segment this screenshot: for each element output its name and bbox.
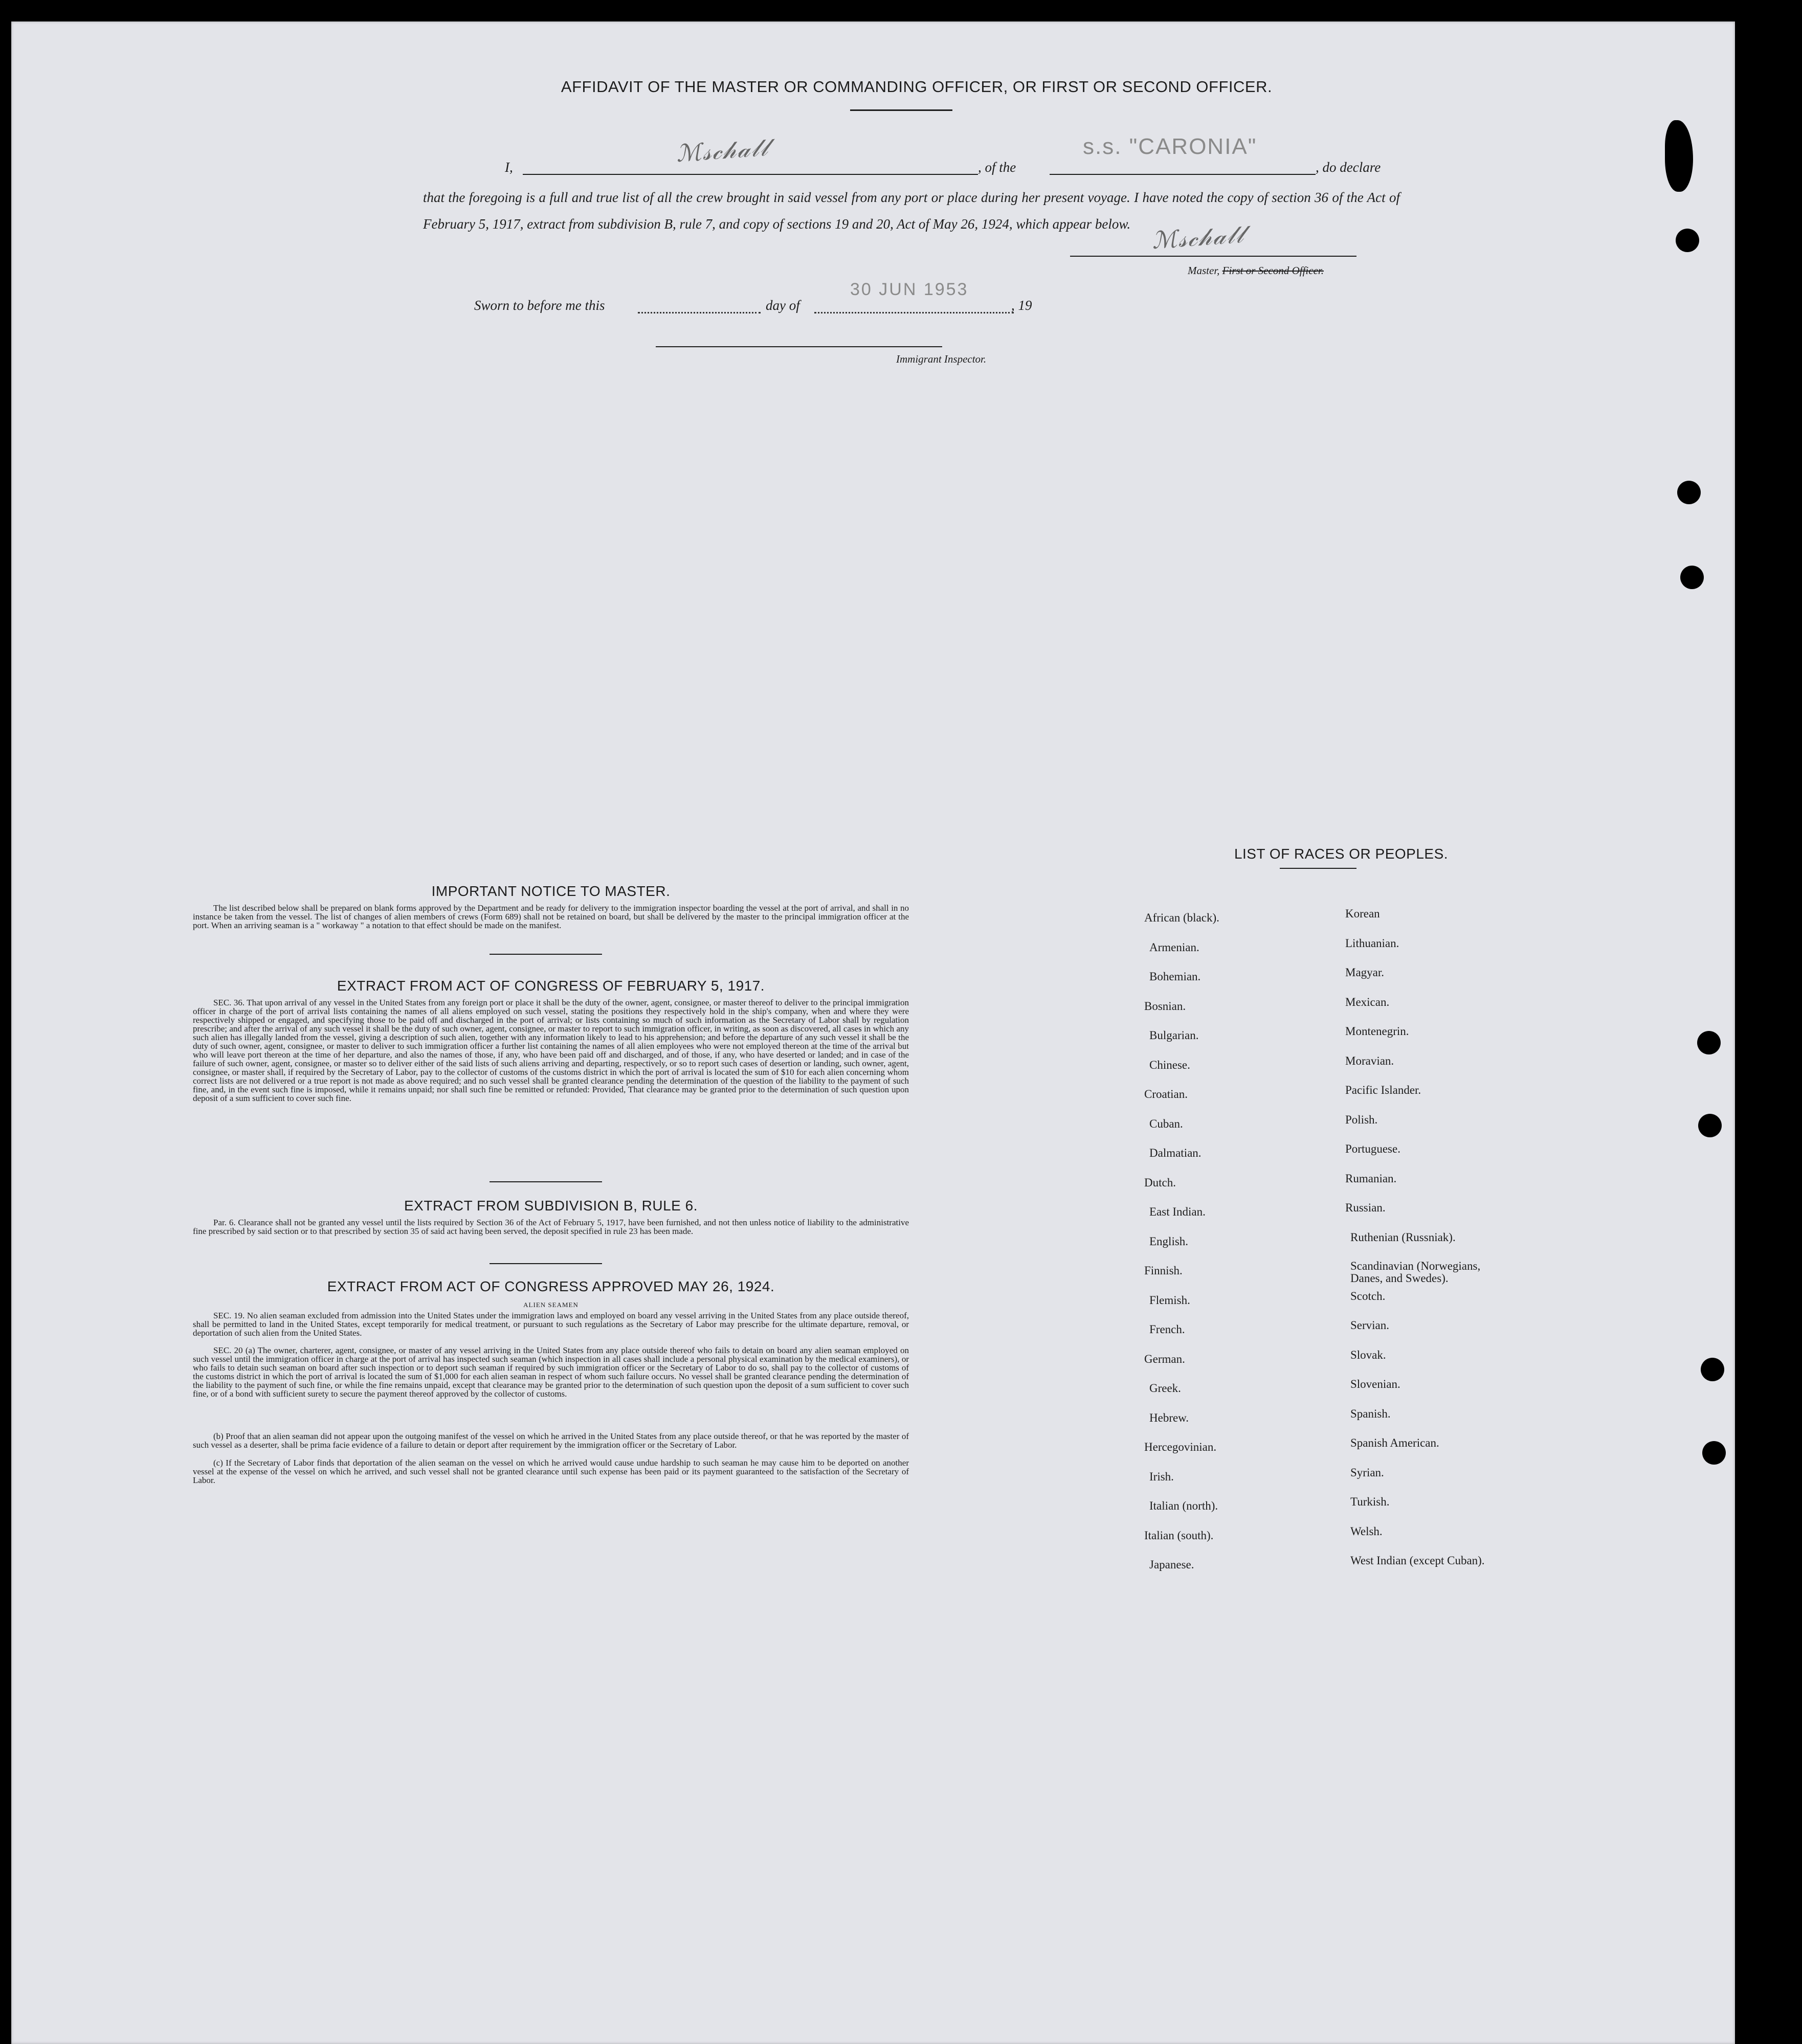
race-item: Pacific Islander. xyxy=(1345,1084,1421,1096)
race-item: Greek. xyxy=(1149,1382,1181,1395)
race-item: Dutch. xyxy=(1144,1176,1176,1189)
affidavit-body: that the foregoing is a full and true list of all the crew brought in said vessel from any port or place during her present voyage. I have noted the copy of section 36 of the Act of February 5, 1917, extract from subdivision B, rule 7, and copy of sections 19 and 20, Act of May 26, 1924, which appear below. xyxy=(423,190,1400,232)
extract-1924-title: EXTRACT FROM ACT OF CONGRESS APPROVED MAY 26, 1924. xyxy=(327,1278,775,1294)
race-item: Russian. xyxy=(1345,1201,1386,1214)
race-item: Spanish. xyxy=(1350,1407,1391,1420)
race-item: Lithuanian. xyxy=(1345,936,1399,950)
race-item: Polish. xyxy=(1345,1113,1378,1126)
race-item: Magyar. xyxy=(1345,966,1385,979)
extract-1917-body: SEC. 36. That upon arrival of any vessel in the United States from any foreign port or place it shall be the duty of the owner, agent, consignee, or master thereof to deliver to the principal immigration officer in charge of the port of arrival lists containing the names of all aliens employed on such vessel, stating the positions they respectively hold in the ship's company, when and where they were respectively shipped or engaged, and specifying those to be paid off and discharged in the port of arrival; or lists containing so much of such information as the Secretary of Labor shall by regulation prescribe; and after the arrival of any such vessel it shall be the duty of such owner, agent, consignee, or master to report to such immigration officer, in writing, as soon as discovered, all cases in which any such alien has illegally landed from the vessel, giving a description of such alien, together with any information likely to lead to his apprehension; and before the departure of any such vessel it shall be the duty of such owner, agent, consignee, or master to deliver to such immigration officer a further list containing the names of all alien employees who were not employed thereon at the time of the arrival but who will leave port thereon at the time of her departure, and also the names of those, if any, who have been paid off and discharged, and of those, if any, who have deserted or landed; and in case of the failure of such owner, agent, consignee, or master so to deliver either of the said lists of such aliens arriving and departing, respectively, or so to report such cases of desertion or landing, such owner, agent, consignee, or master shall, if required by the Secretary of Labor, pay to the collector of customs of the customs district in which the port of arrival is located the sum of $10 for each alien concerning whom correct lists are not delivered or a true report is not made as above required; and no such vessel shall be granted clearance pending the determination of the question of the liability to the payment of such fine, and, in the event such fine is imposed, while it remains unpaid; nor shall such fine be remitted or refunded: Provided, That clearance may be granted prior to the determination of such question upon deposit of a sum sufficient to cover such fine. xyxy=(193,998,909,1103)
punch-hole xyxy=(1676,229,1699,252)
race-item: Syrian. xyxy=(1350,1466,1384,1479)
race-item: Welsh. xyxy=(1350,1524,1383,1538)
struck-officer-label: First or Second Officer. xyxy=(1222,264,1324,277)
sec20b-body: (b) Proof that an alien seaman did not appear upon the outgoing manifest of the vessel on which he arrived in the United States from any place outside thereof, or that he was reported by the master of such vessel as a deserter, shall be prima facie evidence of a failure to detain or deport after requirement by the immigration officer or the Secretary of Labor. xyxy=(193,1431,909,1450)
punch-hole xyxy=(1701,1358,1724,1381)
race-item: Turkish. xyxy=(1350,1495,1390,1508)
sec19-body: SEC. 19. No alien seaman excluded from admission into the United States under the immigration laws and employed on board any vessel arriving in the United States from any place outside thereof, shall be permitted to land in the United States, except temporarily for medical treatment, or pursuant to such regulations as the Secretary of Labor may prescribe for the ultimate departure, removal, or deportation of such alien from the United States. xyxy=(193,1311,909,1338)
master-label xyxy=(1188,264,1324,277)
of-the-label: , of the xyxy=(978,160,1016,175)
race-item: Japanese. xyxy=(1149,1558,1194,1571)
race-item: Croatian. xyxy=(1144,1088,1188,1100)
date-stamp: 30 JUN 1953 xyxy=(850,280,969,299)
race-item: English. xyxy=(1149,1234,1189,1248)
affidavit-i-label: I, xyxy=(505,160,513,175)
affidavit-title: AFFIDAVIT OF THE MASTER OR COMMANDING OFFICER, OR FIRST OR SECOND OFFICER. xyxy=(561,78,1273,96)
year-label: , 19 xyxy=(1011,298,1032,313)
race-item: Chinese. xyxy=(1149,1058,1190,1071)
notice-body: The list described below shall be prepared on blank forms approved by the Department and be ready for delivery to the immigration inspector boarding the vessel at the port of arrival, and shall in no instance be taken from the vessel. The list of changes of alien members of crews (Form 689) shall not be retained on board, but shall be delivered by the master to the principal immigration officer at the port. When an arriving seaman is a " workaway " a notation to that effect should be made on the manifest. xyxy=(193,903,909,930)
race-item: Scandinavian (Norwegians, Danes, and Swedes). xyxy=(1350,1260,1481,1285)
race-item: Spanish American. xyxy=(1350,1436,1439,1449)
day-of-label: day of xyxy=(766,298,800,313)
punch-hole xyxy=(1698,1114,1722,1137)
punch-hole xyxy=(1677,481,1701,504)
alien-seamen-subtitle: ALIEN SEAMEN xyxy=(523,1301,579,1309)
punch-hole xyxy=(1697,1031,1721,1054)
race-item: Rumanian. xyxy=(1345,1172,1397,1185)
inspector-label: Immigrant Inspector. xyxy=(896,353,987,365)
master-signature-2: ℳ𝓈𝒸𝒽𝒶𝓁𝓁 xyxy=(1151,220,1245,255)
master-signature: ℳ𝓈𝒸𝒽𝒶𝓁𝓁 xyxy=(675,133,770,168)
race-item: Korean xyxy=(1345,907,1380,920)
extract-1917-title: EXTRACT FROM ACT OF CONGRESS OF FEBRUARY 5, 1917. xyxy=(337,978,765,994)
race-item: Irish. xyxy=(1149,1470,1174,1483)
race-item: Flemish. xyxy=(1149,1293,1190,1307)
race-item: Bohemian. xyxy=(1149,970,1201,983)
race-item: Servian. xyxy=(1350,1319,1390,1332)
punch-hole xyxy=(1680,566,1704,589)
race-item: Hercegovinian. xyxy=(1144,1441,1217,1453)
races-title: LIST OF RACES OR PEOPLES. xyxy=(1234,846,1449,862)
notice-title: IMPORTANT NOTICE TO MASTER. xyxy=(431,883,671,899)
notice-divider xyxy=(490,954,602,955)
master-signature-line xyxy=(1070,256,1356,257)
race-item: Slovak. xyxy=(1350,1348,1386,1361)
inspector-line xyxy=(656,346,942,347)
race-item: Cuban. xyxy=(1149,1117,1183,1130)
sworn-label: Sworn to before me this xyxy=(474,298,605,313)
rule6-title: EXTRACT FROM SUBDIVISION B, RULE 6. xyxy=(404,1198,698,1214)
race-item: German. xyxy=(1144,1352,1185,1365)
race-item: Ruthenian (Russniak). xyxy=(1350,1230,1456,1244)
race-item: French. xyxy=(1149,1323,1185,1336)
sec20a-body: SEC. 20 (a) The owner, charterer, agent, consignee, or master of any vessel arriving in the United States from any place outside thereof who fails to detain on board any alien seaman employed on such vessel until the immigration officer in charge at the port of arrival has inspected such seaman (which inspection in all cases shall include a personal physical examination by the medical examiners), or who fails to detain such seaman on board after such inspection or to deport such seaman if required by such immigration officer or the Secretary of Labor to do so, shall pay to the collector of customs of the customs district in which the port of arrival is located the sum of $1,000 for each alien seaman in respect of whom such failure occurs. No vessel shall be granted clearance pending the determination of the liability to the payment of such fine, or while the fine remains unpaid, except that clearance may be granted prior to the determination of such question upon the deposit of a sum sufficient to cover such fine, or of a bond with sufficient surety to secure the payment thereof approved by the collector of customs. xyxy=(193,1345,909,1399)
title-divider xyxy=(850,109,952,111)
race-item: Montenegrin. xyxy=(1345,1025,1409,1038)
vessel-line xyxy=(1050,174,1316,175)
race-item: Hebrew. xyxy=(1149,1411,1189,1424)
punch-hole xyxy=(1702,1441,1726,1465)
race-item: Armenian. xyxy=(1149,940,1199,954)
race-item: Bulgarian. xyxy=(1149,1029,1199,1042)
race-item: Portuguese. xyxy=(1345,1142,1400,1155)
sec20c-body: (c) If the Secretary of Labor finds that deportation of the alien seaman on the vessel on which he arrived would cause undue hardship to such seaman he may cause him to be deported on another vessel at the expense of the vessel on which he arrived, and such vessel shall not be granted clearance until such expense has been paid or its payment guaranteed to the satisfaction of the Secretary of Labor. xyxy=(193,1458,909,1485)
name-line xyxy=(523,174,978,175)
race-item: Dalmatian. xyxy=(1149,1147,1202,1159)
race-item: African (black). xyxy=(1144,911,1219,924)
race-item: Italian (north). xyxy=(1149,1499,1218,1512)
vessel-name-stamp: s.s. "CARONIA" xyxy=(1083,134,1257,159)
rule6-divider xyxy=(490,1263,602,1264)
race-item: Bosnian. xyxy=(1144,999,1186,1013)
race-item: Slovenian. xyxy=(1350,1378,1400,1390)
extract-1917-divider xyxy=(490,1181,602,1182)
race-item: East Indian. xyxy=(1149,1205,1206,1218)
race-item: West Indian (except Cuban). xyxy=(1350,1554,1485,1567)
page-content xyxy=(11,21,1735,2044)
race-item: Italian (south). xyxy=(1144,1529,1214,1542)
sworn-month-line xyxy=(814,312,1014,313)
race-item: Finnish. xyxy=(1144,1264,1183,1277)
master-label-text: Master, xyxy=(1188,264,1220,277)
race-item: Mexican. xyxy=(1345,995,1390,1008)
races-divider xyxy=(1280,868,1356,869)
sworn-day-line xyxy=(638,312,761,313)
do-declare-label: , do declare xyxy=(1316,160,1381,175)
race-item: Scotch. xyxy=(1350,1289,1386,1302)
rule6-body: Par. 6. Clearance shall not be granted any vessel until the lists required by Section 36 of the Act of February 5, 1917, have been furnished, and not then unless notice of liability to the administrative fine prescribed by said section or to that prescribed by section 35 of said act having been served, the deposit specified in rule 23 has been made. xyxy=(193,1218,909,1236)
race-item: Moravian. xyxy=(1345,1054,1394,1067)
